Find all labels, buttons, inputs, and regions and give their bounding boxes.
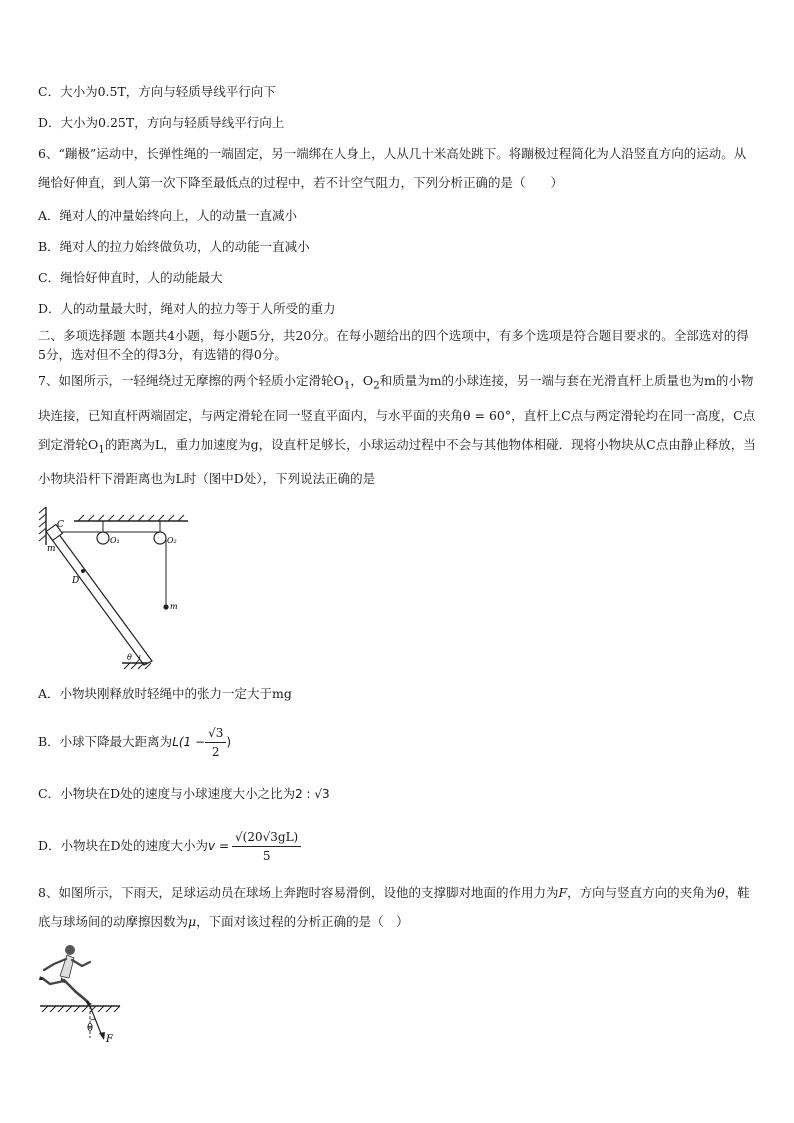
svg-text:θ: θ xyxy=(87,1023,94,1034)
q7-option-c: C．小物块在D处的速度与小球速度大小之比为2 : √3 xyxy=(38,786,330,801)
svg-text:m: m xyxy=(47,544,56,554)
q7-option-a: A．小物块刚释放时轻绳中的张力一定大于mg xyxy=(38,686,292,701)
q7-option-b: B．小球下降最大距离为 L(1 − $\frac{√3}{2}$ ) xyxy=(38,725,232,759)
q8-stem: 8、如图所示，下雨天，足球运动员在球场上奔跑时容易滑倒，设他的支撑脚对地面的作用力为F，方向与竖直方向的夹角为θ，鞋底与球场间的动摩擦因数为μ，下面对该过程的分析正确的是（ ） xyxy=(38,885,750,929)
q7-stem: 7、如图所示，一轻绳绕过无摩擦的两个轻质小定滑轮$O_1$，$O_2$和质量为m的小球连接，另一端与套在光滑直杆上质量也为m的小物块连接，已知直杆两端固定，与两定滑轮在同一竖直平面内，与水平面的夹角θ = 60°，直杆上C点与两定滑轮均在同一高度，C点到定滑轮$O_1$的距离为L，重力加速度为g，设直杆足够长，小球运动过程中不会与其他物体相碰．现将小物块从C点由静止释放，当小物块沿杆下滑距离也为L时（图中D处），下列说法正确的是 xyxy=(38,373,756,486)
q6-option-b: B．绳对人的拉力始终做负功，人的动能一直减小 xyxy=(38,239,310,254)
q7-pulley-rod-diagram xyxy=(36,505,196,670)
q6-option-a: A．绳对人的冲量始终向上，人的动量一直减小 xyxy=(38,208,298,223)
runner-figure-icon xyxy=(39,945,92,1006)
q5-option-c: C．大小为0.5T，方向与轻质导线平行向下 xyxy=(38,84,276,99)
pulley-o2-icon xyxy=(154,532,166,544)
svg-text:O₁: O₁ xyxy=(110,536,120,545)
svg-text:m: m xyxy=(170,602,178,611)
svg-text:D: D xyxy=(72,576,80,586)
q8-footballer-diagram xyxy=(36,940,126,1045)
q6-stem: 6、“蹦极”运动中，长弹性绳的一端固定，另一端绑在人身上，人从几十米高处跳下。将蹦极过程简化为人沿竖直方向的运动。从绳恰好伸直，到人第一次下降至最低点的过程中，若不计空气阻力，下列分析正确的是（ ） xyxy=(38,146,747,190)
section-2-heading: 二、多项选择题 本题共4小题，每小题5分，共20分。在每小题给出的四个选项中，有多个选项是符合题目要求的。全部选对的得5分，选对但不全的得3分，有选错的得0分。 xyxy=(38,328,749,362)
svg-text:F: F xyxy=(106,1034,113,1045)
hanging-ball-icon xyxy=(163,604,168,609)
q6-option-c: C．绳恰好伸直时，人的动能最大 xyxy=(38,270,223,285)
q6-option-d: D．人的动量最大时，绳对人的拉力等于人所受的重力 xyxy=(38,301,336,316)
q5-option-d: D．大小为0.25T，方向与轻质导线平行向上 xyxy=(38,115,285,130)
pulley-o1-icon xyxy=(97,532,109,544)
svg-text:θ: θ xyxy=(127,653,132,662)
q7-option-d: D．小物块在D处的速度大小为 v = $\frac{√(20√3gL)}{5}$ xyxy=(38,822,301,870)
svg-text:C: C xyxy=(57,520,64,530)
svg-text:O₂: O₂ xyxy=(167,536,177,545)
